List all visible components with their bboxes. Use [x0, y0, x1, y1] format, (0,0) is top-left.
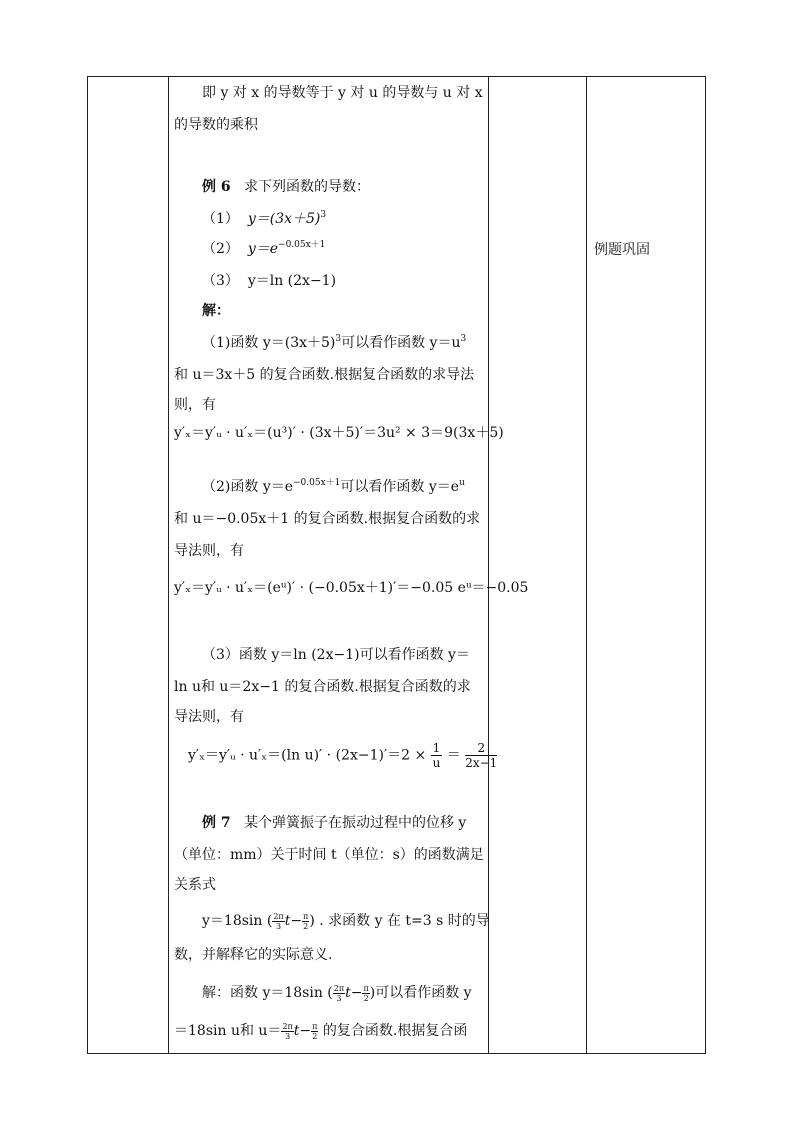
fraction: $\frac{\pi}{2}$ [303, 911, 309, 931]
fraction: $\frac{2\pi}{3}$ [333, 983, 345, 1003]
example-6-heading [202, 177, 370, 197]
text: ) . 求函数 y 在 t=3 s 时的导 [309, 913, 490, 929]
lesson-table [87, 76, 706, 1054]
solution-3-formula [188, 741, 497, 770]
text: ＝ [446, 747, 461, 764]
exponent: 3 [320, 210, 327, 220]
example-6-part-2 [202, 239, 325, 259]
text: ＝18sin u和 u＝ [174, 1023, 282, 1039]
text: （1)函数 y＝(3x＋5) [202, 335, 336, 351]
part-number: （1） [202, 211, 239, 227]
solution-7-line-2 [174, 1021, 467, 1041]
fraction: $\frac{2}{2x-1}$ [465, 741, 498, 770]
example-6-part-3 [202, 271, 336, 291]
example-6-part-1 [202, 209, 326, 229]
formula: y＝e [247, 241, 279, 257]
example-7-label: 例 7 [202, 815, 231, 831]
solution-7-line-1 [202, 983, 472, 1003]
exponent: 3 [460, 334, 467, 344]
fraction: $\frac{\pi}{2}$ [312, 1021, 318, 1041]
text: 可以看作函数 y＝u [341, 335, 461, 351]
text: t− [293, 1023, 312, 1039]
text: y＝18sin ( [202, 913, 273, 929]
formula: y＝ln (2x−1) [247, 273, 337, 289]
text: y′ₓ＝y′ᵤ · u′ₓ＝(ln u)′ · (2x−1)′＝2 × [188, 747, 427, 764]
example-7-line-1 [202, 813, 466, 833]
text: t− [284, 913, 303, 929]
column-divider-3 [586, 77, 587, 1053]
solution-3-line-2: ln u和 u＝2x−1 的复合函数.根据复合函数的求 [174, 679, 471, 695]
text: 的复合函数.根据复合函 [318, 1023, 468, 1039]
example-7-line-3: 关系式 [174, 877, 216, 893]
solution-3-line-3: 导法则，有 [174, 709, 244, 725]
solution-3-line-1: （3）函数 y＝ln (2x−1)可以看作函数 y＝ [202, 647, 470, 663]
fraction: $\frac{\pi}{2}$ [363, 983, 369, 1003]
part-number: （2） [202, 241, 239, 257]
exponent: 3 [335, 334, 342, 344]
solution-2-line-3: 导法则，有 [174, 543, 244, 559]
text: （2)函数 y＝e [202, 479, 294, 495]
part-number: （3） [202, 273, 239, 289]
example-7-line-2: （单位：mm）关于时间 t（单位：s）的函数满足 [174, 847, 484, 863]
note-cell: 例题巩固 [594, 242, 650, 258]
solution-1-formula: y′ₓ＝y′ᵤ · u′ₓ＝(u³)′ · (3x＋5)′＝3u² × 3＝9(3x＋5) [174, 425, 504, 441]
solution-1-line-1 [202, 333, 466, 353]
text: t− [345, 985, 363, 1001]
solution-1-line-3: 则，有 [174, 397, 216, 413]
example-6-title: 求下列函数的导数： [243, 179, 370, 195]
exponent: −0.05x＋1 [278, 240, 326, 250]
text: 解：函数 y＝18sin ( [202, 985, 333, 1001]
solution-2-line-2: 和 u＝−0.05x＋1 的复合函数.根据复合函数的求 [174, 511, 481, 527]
fraction: $\frac{2\pi}{3}$ [282, 1021, 293, 1041]
solution-label: 解： [202, 303, 230, 319]
content-column [168, 77, 529, 1053]
exponent: u [459, 478, 465, 488]
solution-2-line-1 [202, 477, 465, 497]
text-line: 即 y 对 x 的导数等于 y 对 u 的导数与 u 对 x [202, 85, 483, 101]
example-7-line-4 [202, 911, 490, 931]
formula: y＝(3x＋5) [247, 211, 321, 227]
example-6-label: 例 6 [202, 179, 231, 195]
fraction: $\frac{1}{u}$ [432, 741, 441, 770]
fraction: $\frac{2\pi}{3}$ [273, 911, 284, 931]
text: )可以看作函数 y [369, 985, 472, 1001]
text: 可以看作函数 y＝e [340, 479, 460, 495]
column-divider-2 [488, 77, 489, 1053]
text: 某个弹簧振子在振动过程中的位移 y [243, 815, 467, 831]
solution-1-line-2: 和 u＝3x＋5 的复合函数.根据复合函数的求导法 [174, 367, 475, 383]
solution-2-formula: y′ₓ＝y′ᵤ · u′ₓ＝(eᵘ)′ · (−0.05x＋1)′＝−0.05 eᵘ＝−0.05 [174, 580, 529, 596]
text-line: 的导数的乘积 [174, 117, 258, 133]
exponent: −0.05x＋1 [293, 478, 341, 488]
example-7-line-5: 数，并解释它的实际意义. [174, 947, 333, 963]
